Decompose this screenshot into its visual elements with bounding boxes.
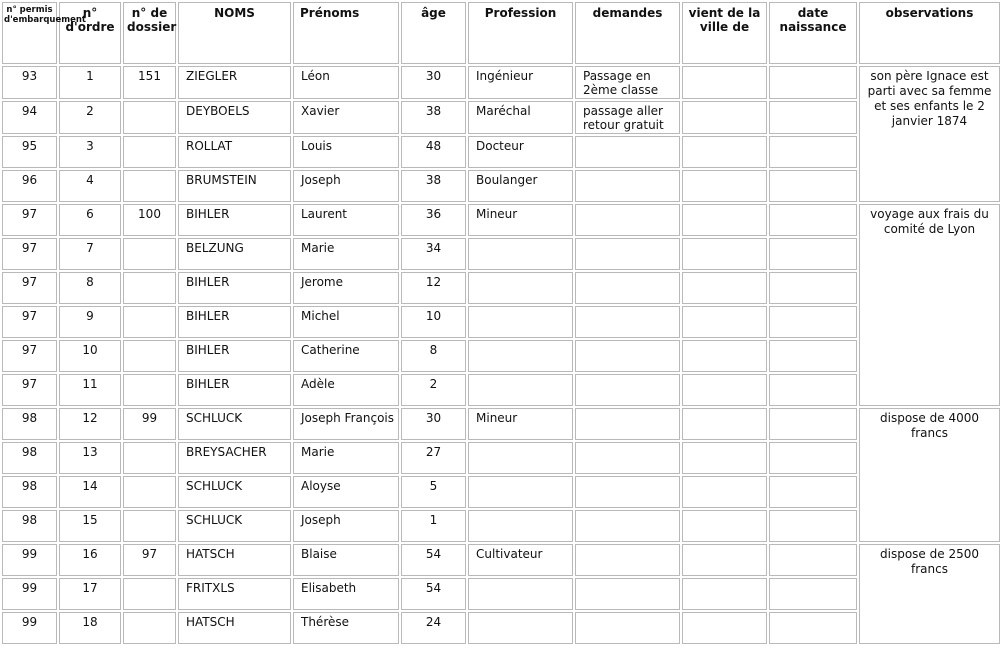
- ordre-cell: 18: [59, 612, 121, 644]
- permis-cell: 96: [2, 170, 57, 202]
- nom-cell: BIHLER: [178, 204, 291, 236]
- nom-cell: DEYBOELS: [178, 101, 291, 134]
- dossier-cell: [123, 578, 176, 610]
- prenom-cell: Xavier: [293, 101, 399, 134]
- table-row: [2, 66, 1000, 99]
- age-cell: 2: [401, 374, 466, 406]
- dossier-cell: [123, 340, 176, 372]
- naissance-cell: [769, 340, 857, 372]
- header-naissance: date naissance: [769, 2, 857, 64]
- prenom-cell: Laurent: [293, 204, 399, 236]
- naissance-cell: [769, 408, 857, 440]
- profession-cell: [468, 578, 573, 610]
- permis-cell: 98: [2, 476, 57, 508]
- ville-cell: [682, 374, 767, 406]
- ordre-cell: 9: [59, 306, 121, 338]
- table-row: [2, 544, 1000, 576]
- nom-cell: ROLLAT: [178, 136, 291, 168]
- prenom-cell: Jerome: [293, 272, 399, 304]
- profession-cell: [468, 442, 573, 474]
- ville-cell: [682, 544, 767, 576]
- register-body: [2, 66, 1000, 644]
- table-row: [2, 476, 1000, 508]
- table-row: [2, 612, 1000, 644]
- permis-cell: 93: [2, 66, 57, 99]
- prenom-cell: Blaise: [293, 544, 399, 576]
- dossier-cell: 151: [123, 66, 176, 99]
- header-dossier: n° de dossier: [123, 2, 176, 64]
- naissance-cell: [769, 374, 857, 406]
- nom-cell: BELZUNG: [178, 238, 291, 270]
- naissance-cell: [769, 442, 857, 474]
- permis-cell: 97: [2, 272, 57, 304]
- demandes-cell: [575, 408, 680, 440]
- table-row: [2, 408, 1000, 440]
- profession-cell: [468, 238, 573, 270]
- prenom-cell: Michel: [293, 306, 399, 338]
- table-row: [2, 136, 1000, 168]
- age-cell: 54: [401, 544, 466, 576]
- profession-cell: [468, 340, 573, 372]
- ordre-cell: 13: [59, 442, 121, 474]
- profession-cell: Docteur: [468, 136, 573, 168]
- demandes-cell: [575, 510, 680, 542]
- prenom-cell: Louis: [293, 136, 399, 168]
- dossier-cell: [123, 612, 176, 644]
- dossier-cell: 99: [123, 408, 176, 440]
- permis-cell: 99: [2, 544, 57, 576]
- permis-cell: 98: [2, 408, 57, 440]
- header-demandes: demandes: [575, 2, 680, 64]
- naissance-cell: [769, 101, 857, 134]
- dossier-cell: [123, 442, 176, 474]
- permis-cell: 97: [2, 340, 57, 372]
- demandes-cell: Passage en 2ème classe: [575, 66, 680, 99]
- ordre-cell: 16: [59, 544, 121, 576]
- nom-cell: FRITXLS: [178, 578, 291, 610]
- prenom-cell: Aloyse: [293, 476, 399, 508]
- prenom-cell: Joseph: [293, 510, 399, 542]
- dossier-cell: [123, 306, 176, 338]
- nom-cell: BIHLER: [178, 272, 291, 304]
- header-permis: n° permis d'embarquement: [2, 2, 57, 64]
- header-ville: vient de la ville de: [682, 2, 767, 64]
- naissance-cell: [769, 170, 857, 202]
- profession-cell: [468, 510, 573, 542]
- ville-cell: [682, 306, 767, 338]
- permis-cell: 99: [2, 578, 57, 610]
- table-row: [2, 101, 1000, 134]
- ville-cell: [682, 408, 767, 440]
- age-cell: 36: [401, 204, 466, 236]
- ordre-cell: 15: [59, 510, 121, 542]
- prenom-cell: Joseph: [293, 170, 399, 202]
- dossier-cell: [123, 170, 176, 202]
- naissance-cell: [769, 66, 857, 99]
- prenom-cell: Adèle: [293, 374, 399, 406]
- ville-cell: [682, 612, 767, 644]
- age-cell: 38: [401, 170, 466, 202]
- profession-cell: Boulanger: [468, 170, 573, 202]
- demandes-cell: [575, 374, 680, 406]
- dossier-cell: 100: [123, 204, 176, 236]
- demandes-cell: [575, 476, 680, 508]
- permis-cell: 99: [2, 612, 57, 644]
- dossier-cell: [123, 238, 176, 270]
- demandes-cell: [575, 204, 680, 236]
- nom-cell: SCHLUCK: [178, 510, 291, 542]
- naissance-cell: [769, 306, 857, 338]
- observation-cell: dispose de 4000 francs: [859, 408, 1000, 542]
- nom-cell: HATSCH: [178, 612, 291, 644]
- nom-cell: BREYSACHER: [178, 442, 291, 474]
- naissance-cell: [769, 204, 857, 236]
- prenom-cell: Thérèse: [293, 612, 399, 644]
- prenom-cell: Elisabeth: [293, 578, 399, 610]
- table-row: [2, 340, 1000, 372]
- header-profession: Profession: [468, 2, 573, 64]
- age-cell: 48: [401, 136, 466, 168]
- profession-cell: [468, 476, 573, 508]
- ordre-cell: 7: [59, 238, 121, 270]
- header-prenoms: Prénoms: [293, 2, 399, 64]
- naissance-cell: [769, 612, 857, 644]
- table-row: [2, 510, 1000, 542]
- ville-cell: [682, 136, 767, 168]
- ordre-cell: 14: [59, 476, 121, 508]
- profession-cell: [468, 272, 573, 304]
- profession-cell: Mineur: [468, 204, 573, 236]
- age-cell: 8: [401, 340, 466, 372]
- permis-cell: 98: [2, 442, 57, 474]
- age-cell: 38: [401, 101, 466, 134]
- age-cell: 5: [401, 476, 466, 508]
- demandes-cell: [575, 544, 680, 576]
- demandes-cell: [575, 238, 680, 270]
- demandes-cell: [575, 612, 680, 644]
- nom-cell: ZIEGLER: [178, 66, 291, 99]
- naissance-cell: [769, 544, 857, 576]
- permis-cell: 97: [2, 238, 57, 270]
- prenom-cell: Marie: [293, 442, 399, 474]
- table-row: [2, 238, 1000, 270]
- ordre-cell: 10: [59, 340, 121, 372]
- table-row: [2, 442, 1000, 474]
- ville-cell: [682, 101, 767, 134]
- ville-cell: [682, 476, 767, 508]
- dossier-cell: 97: [123, 544, 176, 576]
- ville-cell: [682, 510, 767, 542]
- demandes-cell: passage aller retour gratuit: [575, 101, 680, 134]
- demandes-cell: [575, 170, 680, 202]
- ville-cell: [682, 170, 767, 202]
- ville-cell: [682, 66, 767, 99]
- demandes-cell: [575, 578, 680, 610]
- permis-cell: 94: [2, 101, 57, 134]
- age-cell: 1: [401, 510, 466, 542]
- demandes-cell: [575, 306, 680, 338]
- dossier-cell: [123, 374, 176, 406]
- age-cell: 27: [401, 442, 466, 474]
- dossier-cell: [123, 136, 176, 168]
- table-row: [2, 306, 1000, 338]
- dossier-cell: [123, 272, 176, 304]
- observation-cell: dispose de 2500 francs: [859, 544, 1000, 644]
- profession-cell: [468, 612, 573, 644]
- ordre-cell: 2: [59, 101, 121, 134]
- demandes-cell: [575, 136, 680, 168]
- ville-cell: [682, 272, 767, 304]
- naissance-cell: [769, 272, 857, 304]
- dossier-cell: [123, 476, 176, 508]
- observation-cell: voyage aux frais du comité de Lyon: [859, 204, 1000, 406]
- naissance-cell: [769, 476, 857, 508]
- ordre-cell: 12: [59, 408, 121, 440]
- naissance-cell: [769, 578, 857, 610]
- age-cell: 12: [401, 272, 466, 304]
- permis-cell: 97: [2, 374, 57, 406]
- age-cell: 54: [401, 578, 466, 610]
- header-observations: observations: [859, 2, 1000, 64]
- naissance-cell: [769, 136, 857, 168]
- ville-cell: [682, 340, 767, 372]
- nom-cell: SCHLUCK: [178, 476, 291, 508]
- table-row: [2, 204, 1000, 236]
- ordre-cell: 6: [59, 204, 121, 236]
- demandes-cell: [575, 340, 680, 372]
- ordre-cell: 1: [59, 66, 121, 99]
- age-cell: 30: [401, 66, 466, 99]
- age-cell: 10: [401, 306, 466, 338]
- profession-cell: Cultivateur: [468, 544, 573, 576]
- age-cell: 24: [401, 612, 466, 644]
- prenom-cell: Catherine: [293, 340, 399, 372]
- nom-cell: BIHLER: [178, 340, 291, 372]
- table-row: [2, 170, 1000, 202]
- ville-cell: [682, 204, 767, 236]
- profession-cell: [468, 374, 573, 406]
- permis-cell: 95: [2, 136, 57, 168]
- demandes-cell: [575, 272, 680, 304]
- ordre-cell: 11: [59, 374, 121, 406]
- prenom-cell: Joseph François: [293, 408, 399, 440]
- ville-cell: [682, 238, 767, 270]
- ordre-cell: 4: [59, 170, 121, 202]
- nom-cell: BIHLER: [178, 374, 291, 406]
- ville-cell: [682, 578, 767, 610]
- naissance-cell: [769, 238, 857, 270]
- observation-cell: son père Ignace est parti avec sa femme et ses enfants le 2 janvier 1874: [859, 66, 1000, 202]
- profession-cell: Mineur: [468, 408, 573, 440]
- header-noms: NOMS: [178, 2, 291, 64]
- profession-cell: Ingénieur: [468, 66, 573, 99]
- permis-cell: 97: [2, 306, 57, 338]
- demandes-cell: [575, 442, 680, 474]
- nom-cell: SCHLUCK: [178, 408, 291, 440]
- ville-cell: [682, 442, 767, 474]
- nom-cell: BIHLER: [178, 306, 291, 338]
- ordre-cell: 3: [59, 136, 121, 168]
- header-age: âge: [401, 2, 466, 64]
- age-cell: 34: [401, 238, 466, 270]
- table-row: [2, 374, 1000, 406]
- profession-cell: Maréchal: [468, 101, 573, 134]
- profession-cell: [468, 306, 573, 338]
- table-row: [2, 272, 1000, 304]
- dossier-cell: [123, 510, 176, 542]
- table-row: [2, 578, 1000, 610]
- dossier-cell: [123, 101, 176, 134]
- nom-cell: BRUMSTEIN: [178, 170, 291, 202]
- ordre-cell: 17: [59, 578, 121, 610]
- age-cell: 30: [401, 408, 466, 440]
- header-ordre: n° d'ordre: [59, 2, 121, 64]
- naissance-cell: [769, 510, 857, 542]
- prenom-cell: Léon: [293, 66, 399, 99]
- prenom-cell: Marie: [293, 238, 399, 270]
- header-row: [2, 2, 1000, 64]
- permis-cell: 98: [2, 510, 57, 542]
- ordre-cell: 8: [59, 272, 121, 304]
- nom-cell: HATSCH: [178, 544, 291, 576]
- permis-cell: 97: [2, 204, 57, 236]
